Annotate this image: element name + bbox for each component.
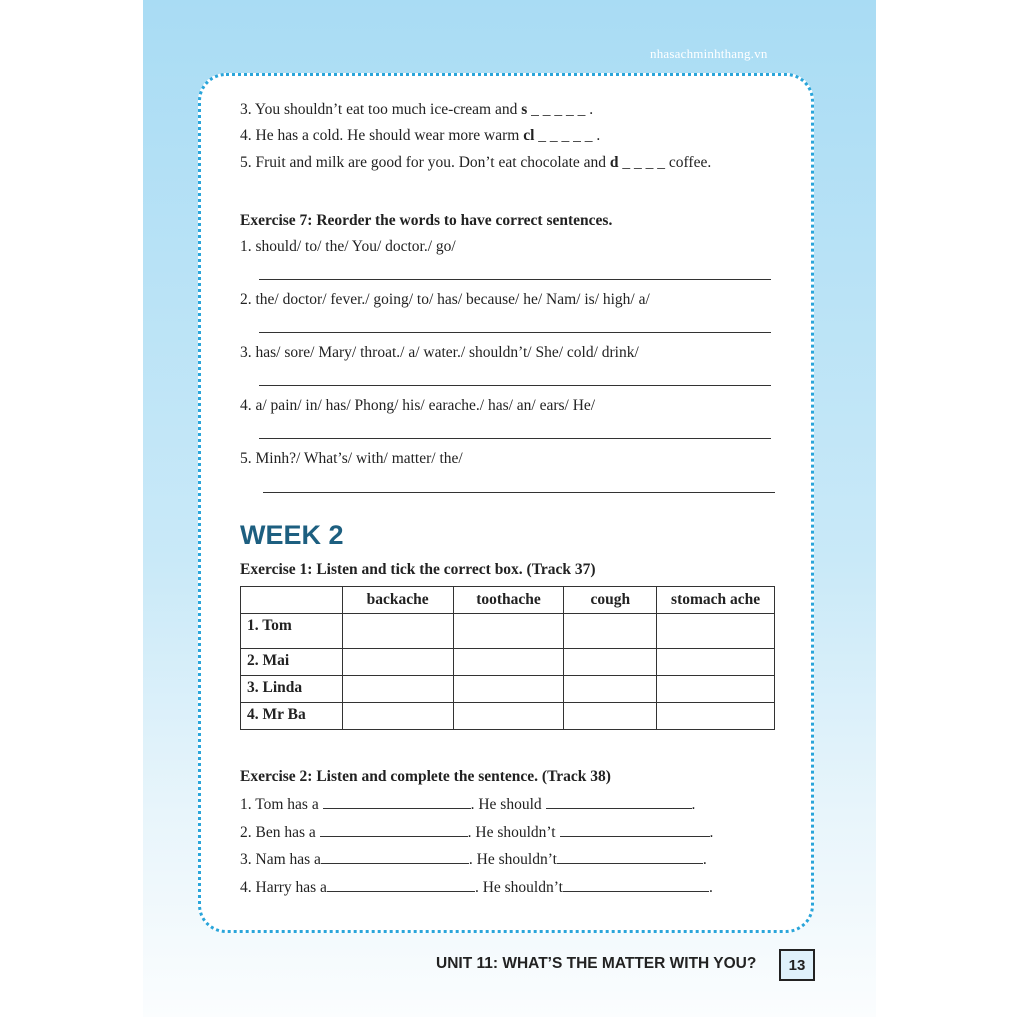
table-row [241, 703, 775, 730]
table-header: stomach ache [657, 587, 775, 614]
ex7-item-2: 2. the/ doctor/ fever./ going/ to/ has/ because/ he/ Nam/ is/ high/ a/ [240, 291, 650, 308]
answer-blank[interactable] [323, 796, 471, 809]
ex2-item-1: 1. Tom has a . He should . [240, 796, 696, 813]
ex7-item-5: 5. Minh?/ What’s/ with/ matter/ the/ [240, 450, 463, 467]
tick-table [240, 586, 775, 730]
ex6-sentence-3: 3. You shouldn’t eat too much ice-cream and s _ _ _ _ _ . [240, 101, 594, 118]
unit-title: UNIT 11: WHAT’S THE MATTER WITH YOU? [436, 955, 757, 972]
tick-box[interactable] [453, 614, 564, 649]
ex7-answer-line-1 [259, 279, 771, 280]
ex2-item-3: 3. Nam has a . He shouldn’t . [240, 851, 707, 868]
ex2-title: Exercise 2: Listen and complete the sentence. (Track 38) [240, 768, 611, 785]
row-label: 4. Mr Ba [241, 703, 343, 730]
tick-box[interactable] [342, 649, 453, 676]
tick-box[interactable] [342, 703, 453, 730]
ex7-item-3: 3. has/ sore/ Mary/ throat./ a/ water./ shouldn’t/ She/ cold/ drink/ [240, 344, 639, 361]
answer-blank[interactable] [321, 851, 469, 864]
ex1-title: Exercise 1: Listen and tick the correct box. (Track 37) [240, 561, 596, 578]
answer-blank[interactable] [557, 851, 703, 864]
ex7-item-1: 1. should/ to/ the/ You/ doctor./ go/ [240, 238, 456, 255]
answer-blank[interactable] [546, 796, 692, 809]
answer-blank[interactable] [327, 879, 475, 892]
watermark: nhasachminhthang.vn [650, 46, 768, 61]
week-title: WEEK 2 [240, 520, 344, 550]
tick-box[interactable] [564, 649, 657, 676]
ex6-sentence-5: 5. Fruit and milk are good for you. Don’t eat chocolate and d _ _ _ _ coffee. [240, 154, 712, 171]
ex2-item-4: 4. Harry has a . He shouldn’t . [240, 879, 713, 896]
tick-box[interactable] [342, 614, 453, 649]
answer-blank[interactable] [320, 824, 468, 837]
ex7-answer-line-3 [259, 385, 771, 386]
row-label: 1. Tom [241, 614, 343, 649]
table-header: backache [342, 587, 453, 614]
tick-box[interactable] [657, 649, 775, 676]
table-header-row [241, 587, 775, 614]
ex7-answer-line-2 [259, 332, 771, 333]
tick-box[interactable] [453, 649, 564, 676]
ex2-item-2: 2. Ben has a . He shouldn’t . [240, 824, 714, 841]
ex6-sentence-4: 4. He has a cold. He should wear more warm cl _ _ _ _ _ . [240, 127, 601, 144]
tick-box[interactable] [342, 676, 453, 703]
tick-box[interactable] [453, 703, 564, 730]
row-label: 3. Linda [241, 676, 343, 703]
tick-box[interactable] [564, 676, 657, 703]
tick-box[interactable] [657, 614, 775, 649]
tick-box[interactable] [657, 703, 775, 730]
ex7-item-4: 4. a/ pain/ in/ has/ Phong/ his/ earache./ has/ an/ ears/ He/ [240, 397, 596, 414]
table-header: cough [564, 587, 657, 614]
ex7-title: Exercise 7: Reorder the words to have correct sentences. [240, 212, 613, 229]
tick-box[interactable] [564, 614, 657, 649]
ex7-answer-line-4 [259, 438, 771, 439]
table-header-empty [241, 587, 343, 614]
page-number: 13 [779, 949, 815, 981]
table-header: toothache [453, 587, 564, 614]
table-row [241, 614, 775, 649]
table-row [241, 676, 775, 703]
tick-box[interactable] [657, 676, 775, 703]
answer-blank[interactable] [563, 879, 709, 892]
answer-blank[interactable] [560, 824, 710, 837]
ex7-answer-line-5 [263, 492, 775, 493]
table-row [241, 649, 775, 676]
tick-box[interactable] [564, 703, 657, 730]
row-label: 2. Mai [241, 649, 343, 676]
tick-box[interactable] [453, 676, 564, 703]
